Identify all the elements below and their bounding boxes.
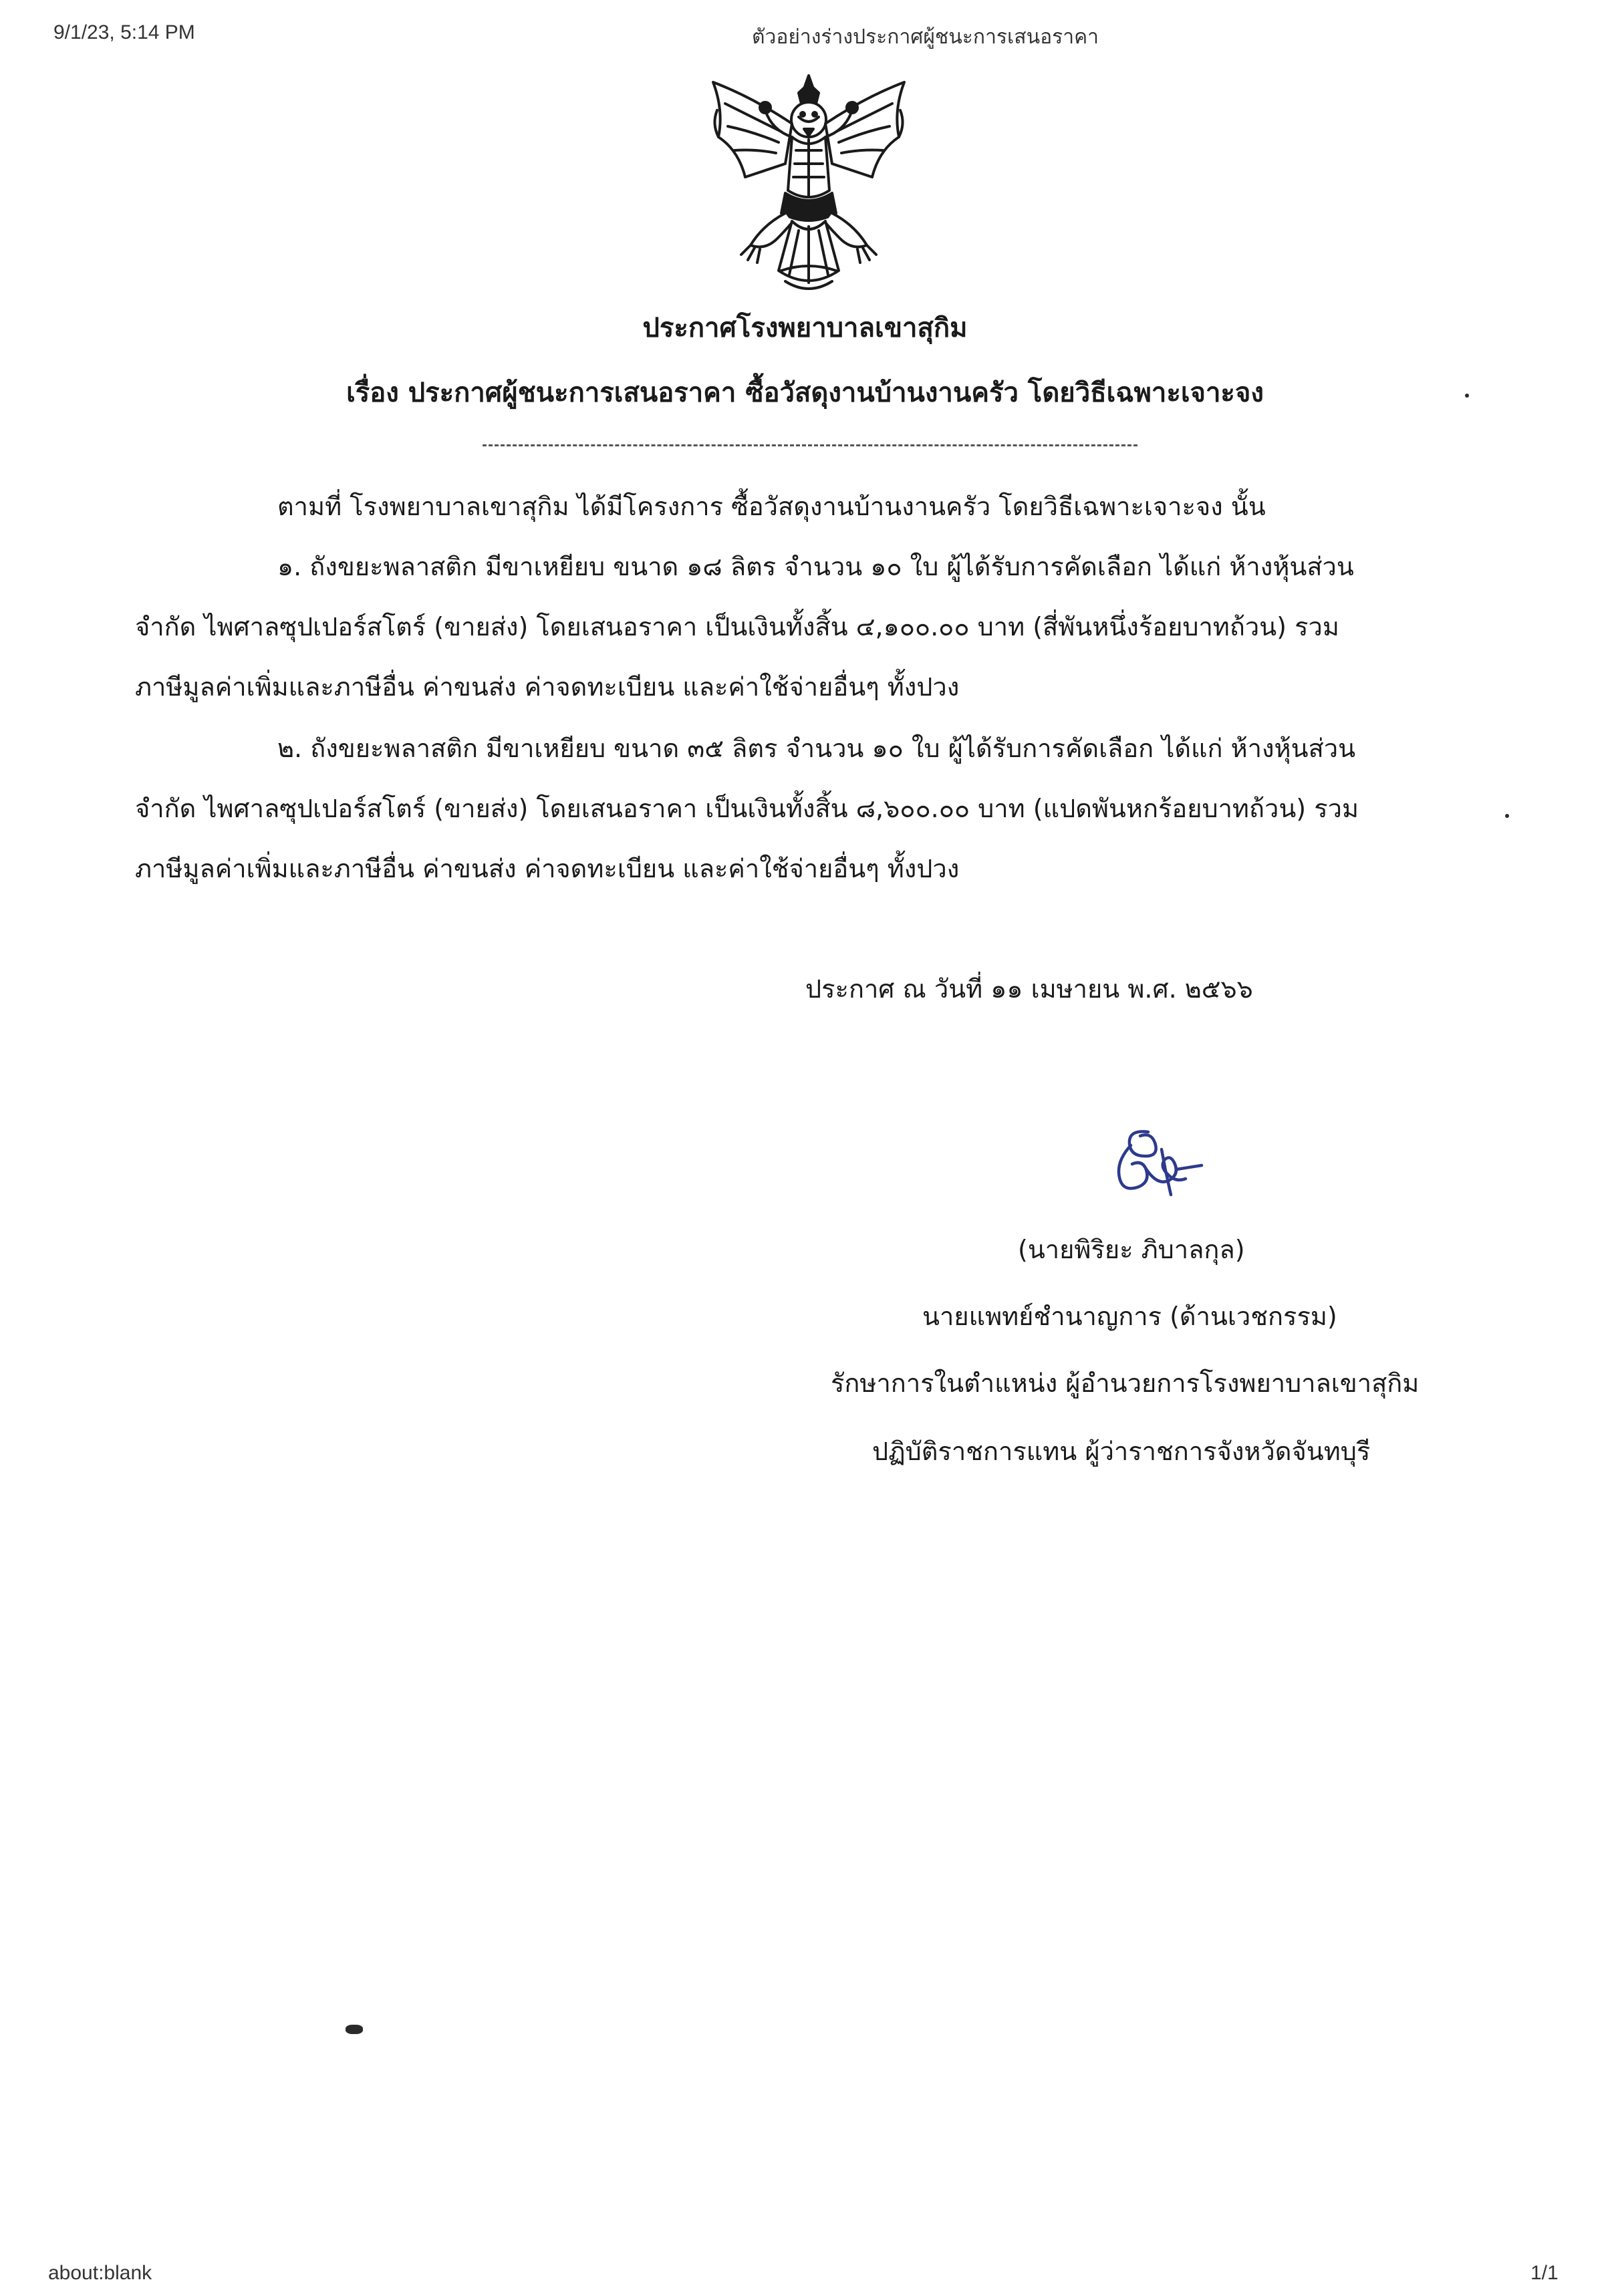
title-divider [483, 444, 1137, 446]
announcement-subject: เรื่อง ประกาศผู้ชนะการเสนอราคา ซื้อวัสดุงานบ้านงานครัว โดยวิธีเฉพาะเจาะจง [346, 378, 1264, 408]
item-1-line-1: ๑. ถังขยะพลาสติก มีขาเหยียบ ขนาด ๑๘ ลิตร จำนวน ๑๐ ใบ ผู้ได้รับการคัดเลือก ได้แก่ ห้างหุ้นส่วน [277, 552, 1354, 581]
print-page-number: 1/1 [1530, 2262, 1559, 2284]
scan-speck [346, 2025, 363, 2034]
print-document-title: ตัวอย่างร่างประกาศผู้ชนะการเสนอราคา [752, 26, 1099, 48]
item-2-line-3: ภาษีมูลค่าเพิ่มและภาษีอื่น ค่าขนส่ง ค่าจดทะเบียน และค่าใช้จ่ายอื่นๆ ทั้งปวง [135, 854, 960, 883]
item-2-line-2: จำกัด ไพศาลซุปเปอร์สโตร์ (ขายส่ง) โดยเสนอราคา เป็นเงินทั้งสิ้น ๘,๖๐๐.๐๐ บาท (แปดพันหกร้อยบาทถ้วน) รวม [135, 794, 1359, 823]
print-datetime: 9/1/23, 5:14 PM [53, 21, 195, 43]
intro-paragraph: ตามที่ โรงพยาบาลเขาสุกิม ได้มีโครงการ ซื้อวัสดุงานบ้านงานครัว โดยวิธีเฉพาะเจาะจง นั้น [277, 492, 1266, 521]
scan-speck [1505, 814, 1509, 818]
item-1-line-3: ภาษีมูลค่าเพิ่มและภาษีอื่น ค่าขนส่ง ค่าจดทะเบียน และค่าใช้จ่ายอื่นๆ ทั้งปวง [135, 672, 960, 702]
print-url: about:blank [48, 2262, 152, 2284]
item-2-line-1: ๒. ถังขยะพลาสติก มีขาเหยียบ ขนาด ๓๕ ลิตร จำนวน ๑๐ ใบ ผู้ได้รับการคัดเลือก ได้แก่ ห้างหุ้นส่วน [277, 734, 1356, 763]
signer-position-2: รักษาการในตำแหน่ง ผู้อำนวยการโรงพยาบาลเขาสุกิม [831, 1369, 1420, 1398]
handwritten-signature [1101, 1123, 1208, 1209]
signer-position-3: ปฏิบัติราชการแทน ผู้ว่าราชการจังหวัดจันทบุรี [872, 1437, 1371, 1466]
signer-name: (นายพิริยะ ภิบาลกุล) [1018, 1235, 1245, 1264]
item-1-line-2: จำกัด ไพศาลซุปเปอร์สโตร์ (ขายส่ง) โดยเสนอราคา เป็นเงินทั้งสิ้น ๔,๑๐๐.๐๐ บาท (สี่พันหนึ่งร้อยบาทถ้วน) รวม [135, 612, 1339, 641]
garuda-emblem-icon [698, 70, 919, 297]
scan-speck [1465, 394, 1469, 398]
signer-position-1: นายแพทย์ชำนาญการ (ด้านเวชกรรม) [922, 1302, 1337, 1331]
announcement-title: ประกาศโรงพยาบาลเขาสุกิม [642, 313, 968, 343]
announcement-date: ประกาศ ณ วันที่ ๑๑ เมษายน พ.ศ. ๒๕๖๖ [805, 974, 1253, 1004]
